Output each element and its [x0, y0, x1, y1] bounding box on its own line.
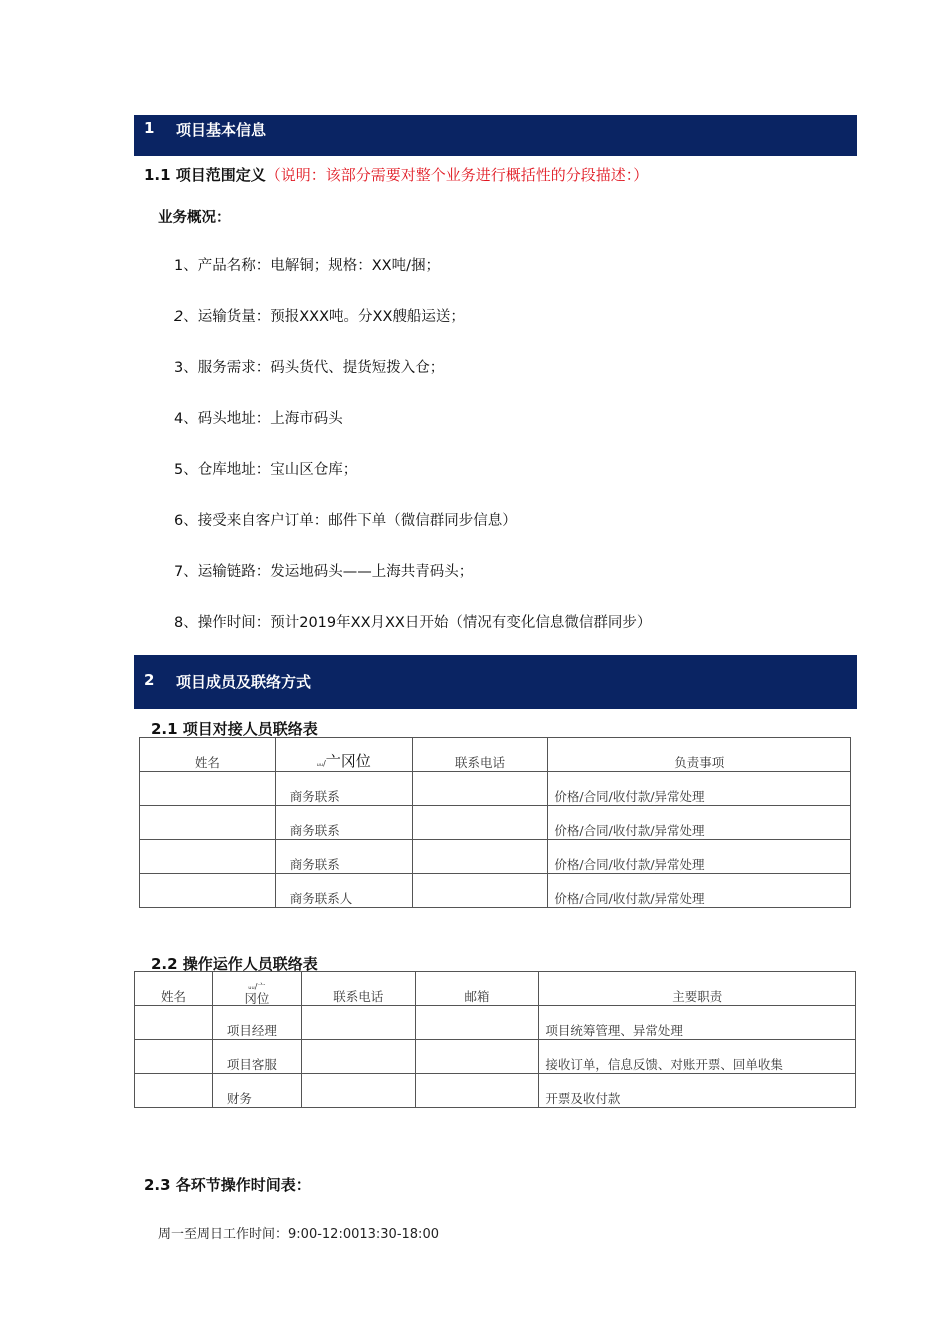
cell-phone	[412, 840, 548, 874]
working-hours-value: 9:00-12:0013:30-18:00	[288, 1227, 439, 1242]
section-1-header	[134, 115, 857, 156]
overview-label: 业务概况：	[158, 210, 231, 226]
working-hours	[158, 1223, 439, 1242]
list-item: 4、码头地址：上海市码头	[174, 411, 343, 427]
table-header-row	[135, 972, 856, 1006]
cell-post: 商务联系	[275, 840, 412, 874]
cell-phone	[301, 1074, 415, 1108]
cell-duty: 接收订单，信息反馈、对账开票、回单收集	[539, 1040, 856, 1074]
header-name: 姓名	[135, 972, 213, 1006]
cell-duty: 项目统筹管理、异常处理	[539, 1006, 856, 1040]
cell-phone	[412, 772, 548, 806]
schedule-heading: 2.3 各环节操作时间表：	[144, 1176, 311, 1194]
cell-duty: 价格/合同/收付款/异常处理	[548, 874, 851, 908]
cell-name	[135, 1074, 213, 1108]
cell-duty: 价格/合同/收付款/异常处理	[548, 840, 851, 874]
cell-duty: 开票及收付款	[539, 1074, 856, 1108]
header-post: ᵤᵤ/亠冈位	[275, 738, 412, 772]
cell-name	[140, 840, 276, 874]
table-row	[140, 772, 851, 806]
section-number: 2	[144, 671, 155, 689]
subsection-title: 1.1 项目范围定义	[144, 166, 266, 184]
list-item: 2、运输货量：预报XXX吨。分XX艘船运送；	[174, 309, 465, 325]
list-item: 5、仓库地址：宝山区仓库；	[174, 462, 358, 478]
section-number: 1	[144, 119, 155, 137]
cell-post: 商务联系人	[275, 874, 412, 908]
cell-duty: 价格/合同/收付款/异常处理	[548, 772, 851, 806]
cell-phone	[412, 806, 548, 840]
section-title: 项目基本信息	[176, 121, 267, 139]
cell-post: 项目客服	[212, 1040, 301, 1074]
cell-name	[135, 1006, 213, 1040]
header-phone: 联系电话	[412, 738, 548, 772]
table1-heading: 2.1 项目对接人员联络表	[151, 720, 318, 738]
section-2-header	[134, 655, 857, 709]
header-post: ᵤᵤ/亠 冈位	[212, 972, 301, 1006]
cell-email	[415, 1006, 539, 1040]
table-row	[140, 874, 851, 908]
cell-email	[415, 1074, 539, 1108]
cell-name	[140, 772, 276, 806]
list-item: 7、运输链路：发运地码头——上海共青码头；	[174, 564, 474, 580]
cell-name	[140, 874, 276, 908]
cell-post: 财务	[212, 1074, 301, 1108]
cell-post: 商务联系	[275, 806, 412, 840]
header-duty: 主要职责	[539, 972, 856, 1006]
table2-heading: 2.2 操作运作人员联络表	[151, 955, 318, 973]
list-item: 8、操作时间：预计2019年XX月XX日开始（情况有变化信息微信群同步）	[174, 615, 652, 631]
subsection-1-1-heading	[144, 164, 648, 185]
contact-table	[139, 737, 851, 908]
cell-phone	[412, 874, 548, 908]
list-item: 1、产品名称：电解铜；规格：XX吨/捆；	[174, 258, 440, 274]
cell-duty: 价格/合同/收付款/异常处理	[548, 806, 851, 840]
table-row	[135, 1006, 856, 1040]
cell-name	[140, 806, 276, 840]
subsection-note: （说明：该部分需要对整个业务进行概括性的分段描述：）	[265, 166, 649, 184]
header-name: 姓名	[140, 738, 276, 772]
cell-name	[135, 1040, 213, 1074]
cell-email	[415, 1040, 539, 1074]
working-hours-label: 周一至周日工作时间：	[158, 1227, 289, 1242]
table-row	[140, 840, 851, 874]
cell-phone	[301, 1040, 415, 1074]
table-row	[140, 806, 851, 840]
header-duty: 负责事项	[548, 738, 851, 772]
header-phone: 联系电话	[301, 972, 415, 1006]
cell-post: 项目经理	[212, 1006, 301, 1040]
cell-phone	[301, 1006, 415, 1040]
table-row	[135, 1074, 856, 1108]
table-header-row	[140, 738, 851, 772]
section-title: 项目成员及联络方式	[176, 673, 312, 691]
list-item: 6、接受来自客户订单：邮件下单（微信群同步信息）	[174, 513, 517, 529]
list-item: 3、服务需求：码头货代、提货短拨入仓；	[174, 360, 445, 376]
operations-table	[134, 971, 856, 1108]
header-email: 邮箱	[415, 972, 539, 1006]
cell-post: 商务联系	[275, 772, 412, 806]
table-row	[135, 1040, 856, 1074]
